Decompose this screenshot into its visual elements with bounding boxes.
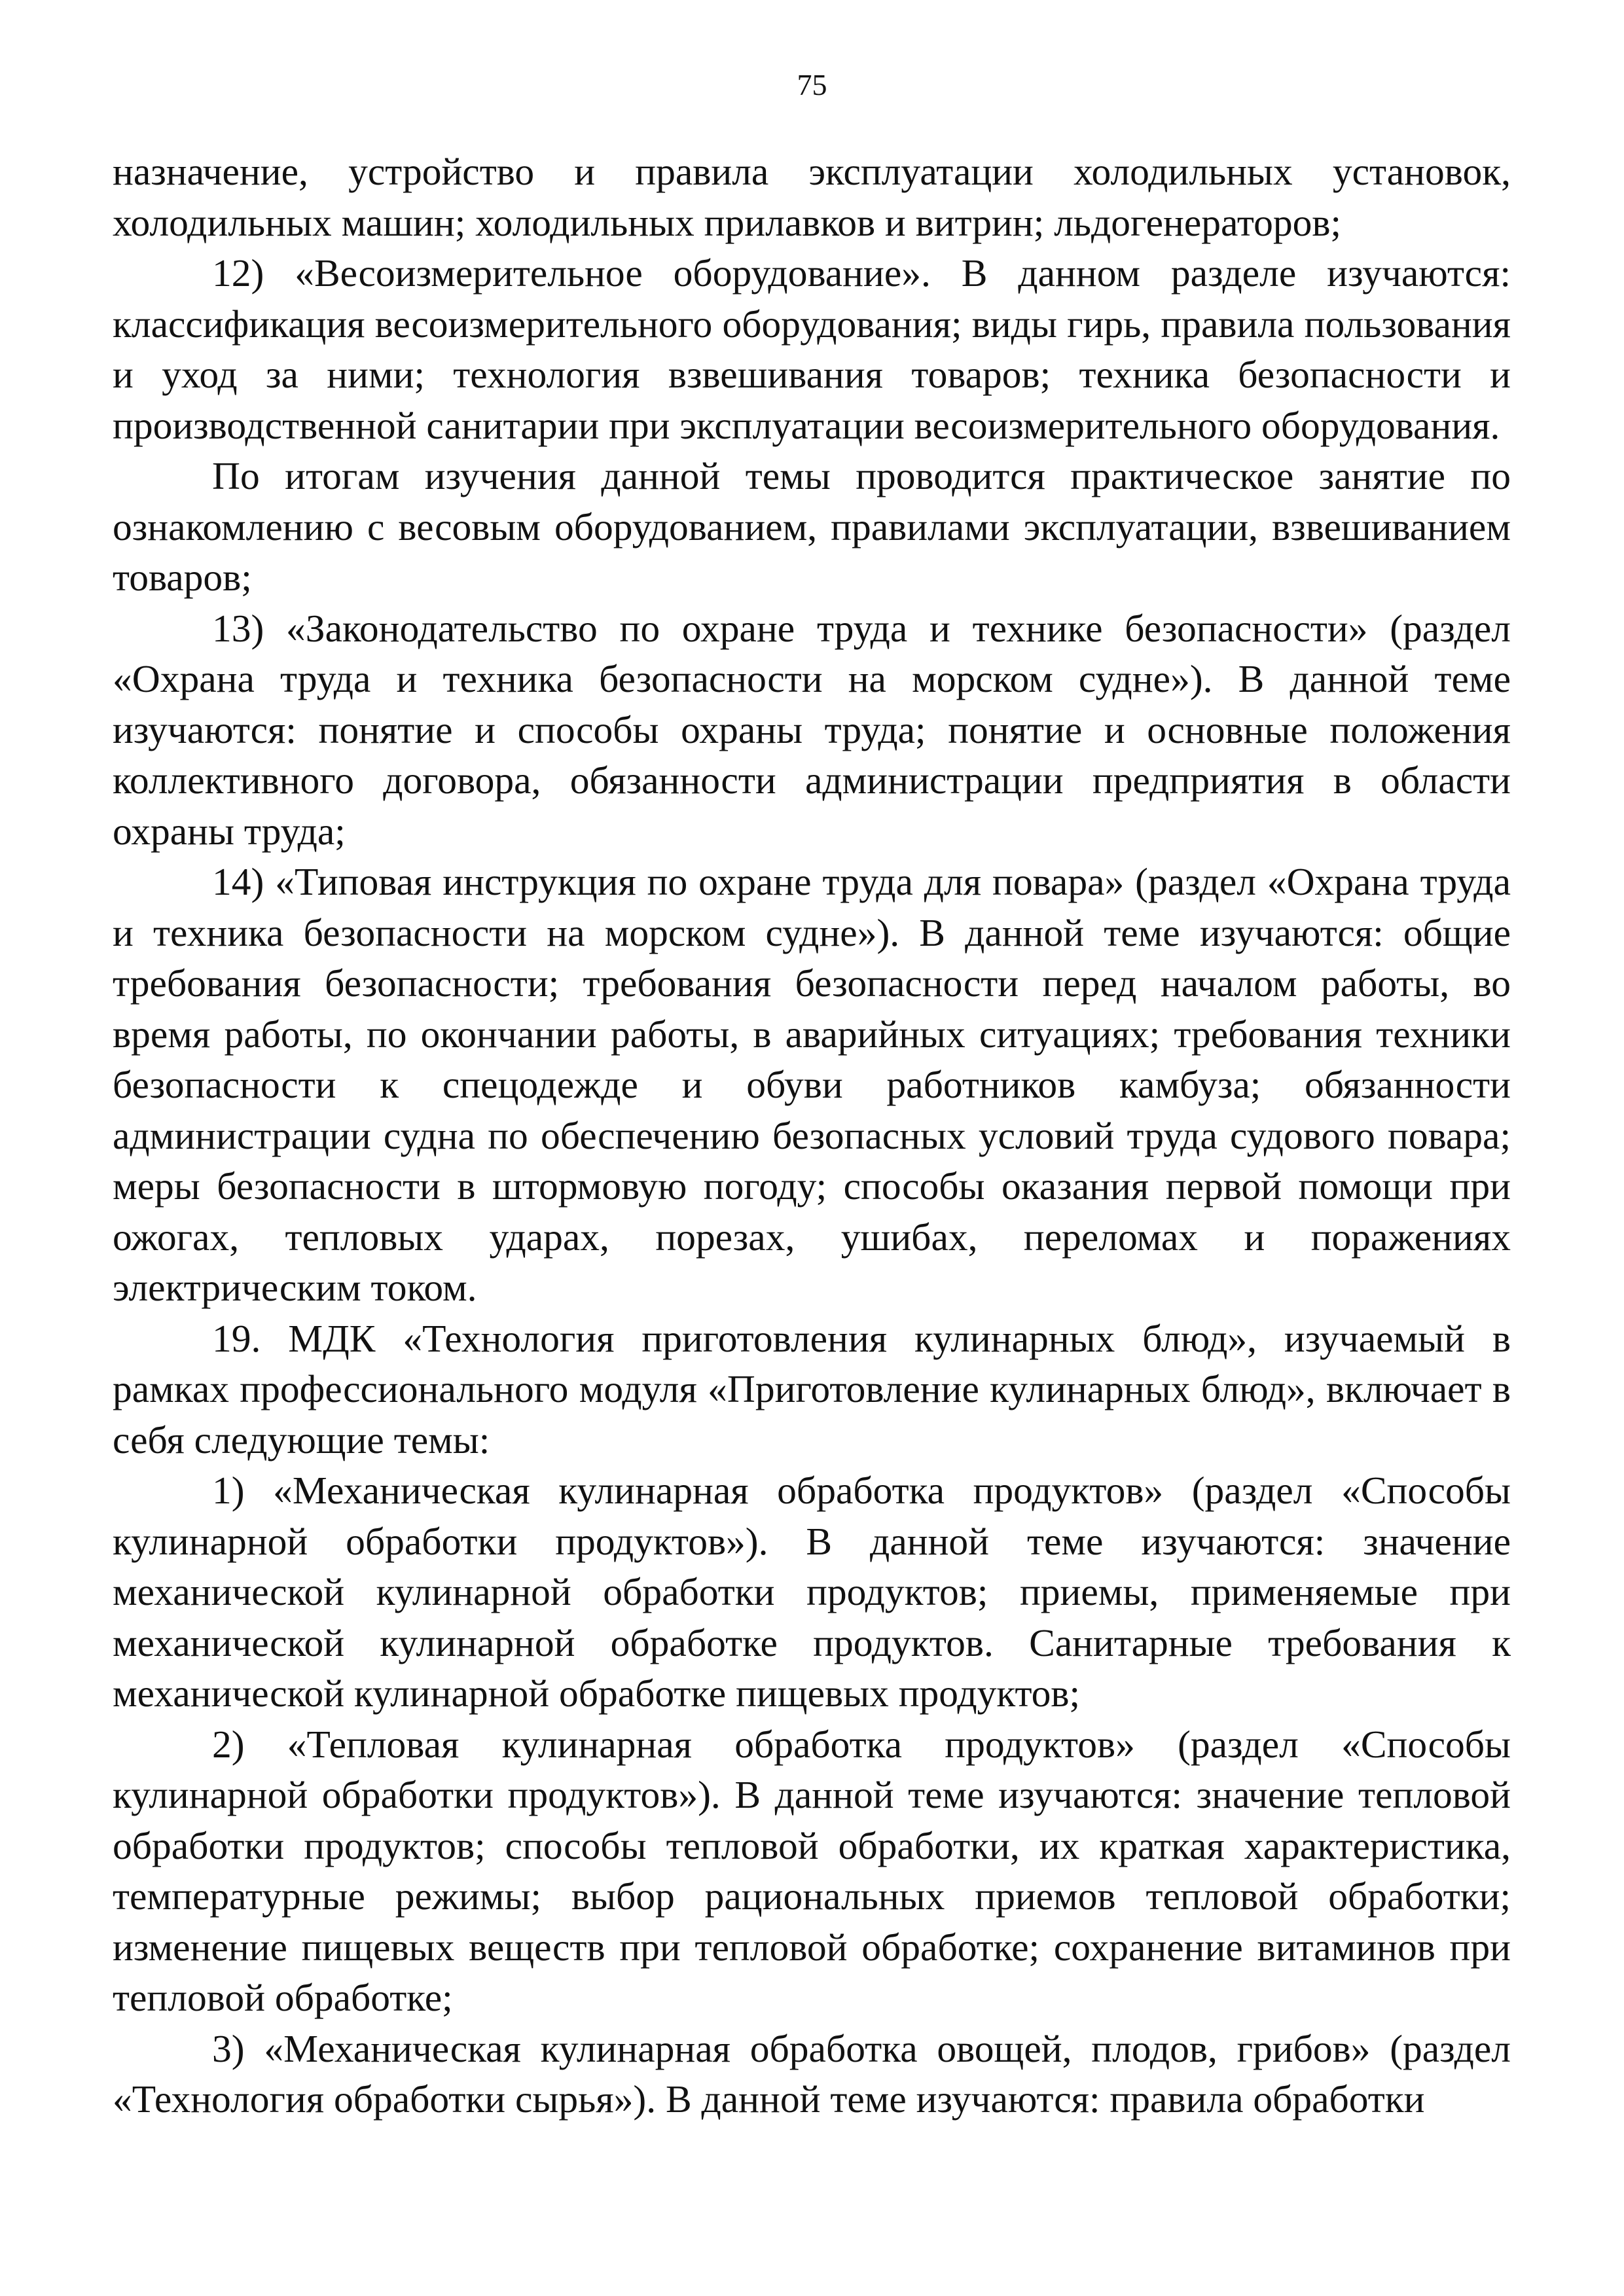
paragraph-topic-1: 1) «Механическая кулинарная обработка продуктов» (раздел «Способы кулинарной обработки продуктов»). В данной теме изучаются: значение механической кулинарной обработки продуктов; приемы, применяемые при механической кулинарной обработке продуктов. Санитарные требования к механической кулинарной обработке пищевых продуктов; [113, 1469, 1511, 1715]
paragraph-continuation: назначение, устройство и правила эксплуатации холодильных установок, холодильных машин; холодильных прилавков и витрин; льдогенераторов; [113, 150, 1511, 244]
page-number: 75 [797, 68, 827, 101]
paragraph-topic-3: 3) «Механическая кулинарная обработка овощей, плодов, грибов» (раздел «Технология обработки сырья»). В данной теме изучаются: правила обработки [113, 2026, 1511, 2121]
paragraph-topic-2: 2) «Тепловая кулинарная обработка продуктов» (раздел «Способы кулинарной обработки продуктов»). В данной теме изучаются: значение тепловой обработки продуктов; способы тепловой обработки, их краткая характеристика, температурные режимы; выбор рациональных приемов тепловой обработки; изменение пищевых веществ при тепловой обработке; сохранение витаминов при тепловой обработке; [113, 1722, 1511, 2019]
document-body [113, 147, 1511, 2125]
paragraph-practical-lesson: По итогам изучения данной темы проводится практическое занятие по ознакомлению с весовым оборудованием, правилами эксплуатации, взвешиванием товаров; [113, 454, 1511, 599]
paragraph-item-14: 14) «Типовая инструкция по охране труда для повара» (раздел «Охрана труда и техника безопасности на морском судне»). В данной теме изучаются: общие требования безопасности; требования безопасности перед началом работы, во время работы, по окончании работы, в аварийных ситуациях; требования техники безопасности к спецодежде и обуви работников камбуза; обязанности администрации судна по обеспечению безопасных условий труда судового повара; меры безопасности в штормовую погоду; способы оказания первой помощи при ожогах, тепловых ударах, порезах, ушибах, переломах и поражениях электрическим током. [113, 860, 1511, 1309]
paragraph-item-12: 12) «Весоизмерительное оборудование». В данном разделе изучаются: классификация весоизмерительного оборудования; виды гирь, правила пользования и уход за ними; технология взвешивания товаров; техника безопасности и производственной санитарии при эксплуатации весоизмерительного оборудования. [113, 251, 1511, 447]
paragraph-item-13: 13) «Законодательство по охране труда и технике безопасности» (раздел «Охрана труда и техника безопасности на морском судне»). В данной теме изучаются: понятие и способы охраны труда; понятие и основные положения коллективного договора, обязанности администрации предприятия в области охраны труда; [113, 606, 1511, 853]
paragraph-section-19: 19. МДК «Технология приготовления кулинарных блюд», изучаемый в рамках профессионального модуля «Приготовление кулинарных блюд», включает в себя следующие темы: [113, 1316, 1511, 1462]
